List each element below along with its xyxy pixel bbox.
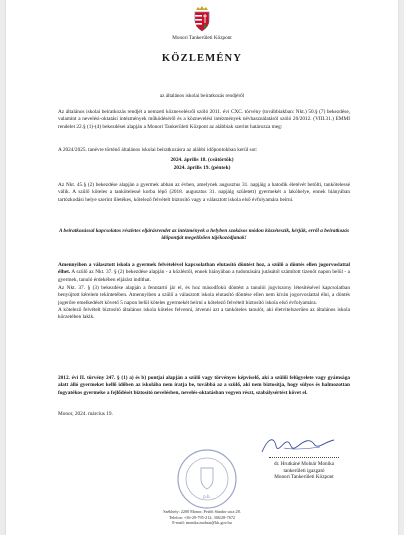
- paragraph-legal-basis: Az általános iskolai beiratkozás rendjét a nemzeti köznevelésről szóló 2011. évi CXC. törvény (továbbiakban: Nkt.) 50.§ (7) bekezdése, valamint a nevelési-oktatási intézmények működéséről és a köznevelési intézmények névhasználatáról szóló 20/2012. (VIII.31.) EMMI rendelet 22.§ (1)-(4) bekezdései alapján a Monori Tankerületi Központ az alábbiak szerint határozza meg:: [58, 109, 350, 130]
- enrollment-date-1: 2024. április 18. (csütörtök): [170, 157, 234, 163]
- paragraph-enrollment-dates-intro: A 2024/2025. tanévre történő általános iskolai beiratkozásra az alábbi időpontokban kerül sor:: [58, 147, 258, 153]
- signature-icon: [254, 432, 344, 458]
- document-page: [6, 0, 398, 535]
- footer-phone: Telefon: +36-29-795-212; 306/28-7672: [168, 514, 236, 520]
- signer-name: dr. Hrutkáné Molnár Monika: [274, 461, 334, 467]
- paragraph-school-obligation: Az Nkt. 45.§ (2) bekezdése alapján a gyermek abban az évben, amelynek augusztus 31. napjáig a hatodik életévét betölti, tankötelessé válik. A szülő köteles a tankötelessé korba lépő (2018. augusztus 31. napjáig született) gyermekét a lakóhelye, ennek hiányában tartózkodási helye szerint illetékes, kötelező felvételt biztosító vagy a választott iskola első évfolyamára beírni.: [58, 182, 350, 203]
- signer-block: [246, 461, 362, 481]
- signer-role: tankerületi igazgató: [283, 467, 325, 474]
- place-and-date: Monor, 2024. március 19.: [58, 411, 113, 417]
- organization-name: Monori Tankerületi Központ: [172, 35, 232, 41]
- footer-address: Székhely: 2200 Monor, Petőfi Sándor utca 28.: [163, 509, 241, 514]
- paragraph-procedure-notice: A beiratkozással kapcsolatos részletes eljárásrendet az intézmények a helyben szokásos módon közzéteszik, kérjük, erről a beiratkozás időpontját megelőzően tájékozódjanak!: [58, 228, 349, 242]
- appeal-bold-text: Amennyiben a választott iskola a gyermek felvételével kapcsolatban elutasító döntést hoz, a szülő a döntés ellen jogorvoslattal élhet.: [58, 262, 350, 276]
- document-title: KÖZLEMÉNY: [161, 53, 243, 64]
- signer-org: Monori Tankerületi Központ: [274, 474, 334, 481]
- stamp-label: p.h.: [203, 495, 211, 500]
- paragraph-maintainer: Az Nkt. 37. § (3) bekezdése alapján a fenntartó jár el, és hoz másodfokú döntést a tanulói jogviszony létesítésével kapcsolatban benyújtott kérelem tekintetében. Amennyiben a szülő a választott iskola elutasító döntése ellen nem kíván jogorvoslattal élni, a döntés jogerőre emelkedését követő 5 napon belül köteles gyermekét beírni a kötelező felvételt biztosító iskola első évfolyamára.: [58, 284, 350, 306]
- document-footer: [6, 509, 398, 526]
- document-subtitle: az általános iskolai beiratkozás rendjéről: [159, 93, 245, 99]
- signature-line: [269, 457, 339, 458]
- appeal-text: A szülő az Nkt. 37. § (2) bekezdése alapján - a közléstől, ennek hiányában a tudomására jutásától számított tizenöt napon belül - a gyermek, tanuló érdekében eljárást indíthat.: [58, 269, 350, 283]
- footer-email: E-mail: monika.molnar@kk.gov.hu: [172, 520, 232, 526]
- round-official-stamp-icon: [176, 448, 238, 510]
- enrollment-date-2: 2024. április 19. (péntek): [173, 164, 231, 171]
- paragraph-mandatory-school: A kötelező felvételt biztosító általános iskola köteles felvenni, átvenni azt a tanköteles tanulót, aki életvitelszerűen az általános iskola körzetében lakik.: [58, 306, 350, 321]
- paragraph-appeal: [58, 262, 350, 322]
- enrollment-dates: [6, 157, 398, 172]
- hungarian-coat-of-arms-icon: [192, 6, 212, 32]
- paragraph-offense: 2012. évi II. törvény 247. § (1) a) és b) pontjai alapján a szülő vagy törvényes képviselő, aki a szülői felügyelete vagy gyámsága alatt álló gyermeket kellő időben az iskolába nem íratja be, továbbá az a szülő, aki nem biztosítja, hogy súlyos és halmozottan fogyatékos gyermeke a fejlődését biztosító nevelésben, nevelés-oktatásban vegyen részt, szabálysértést követ el.: [58, 375, 350, 396]
